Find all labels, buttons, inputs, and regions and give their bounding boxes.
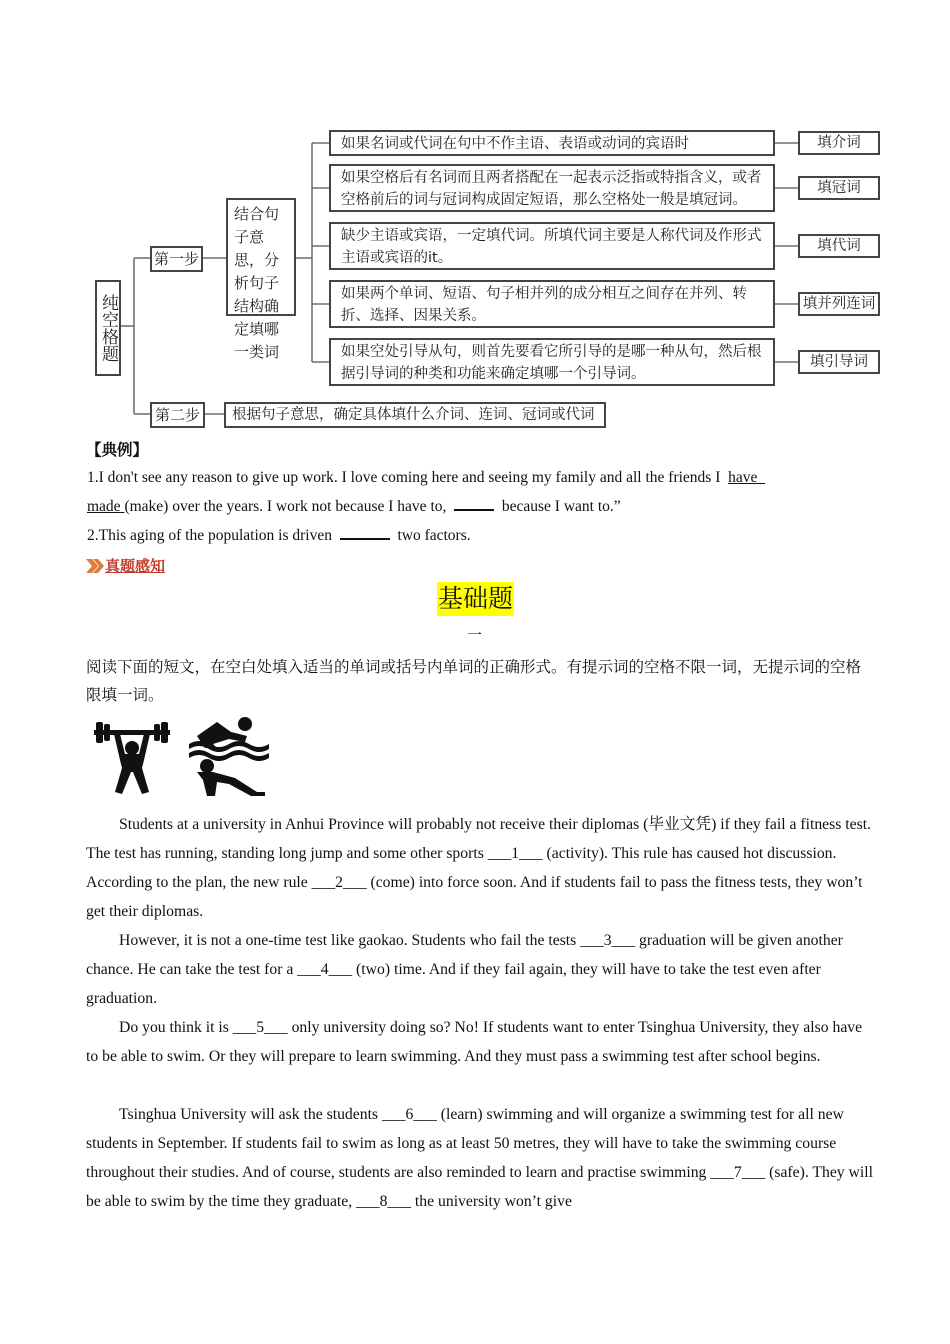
- rule-box-5: [329, 338, 775, 386]
- rule-box-3: [329, 222, 775, 270]
- result-2: 填冠词: [817, 180, 861, 196]
- example-1-answer-a: have: [728, 469, 758, 486]
- step2-box: [150, 402, 205, 428]
- rule-4-text: 如果两个单词、短语、句子相并列的成分相互之间存在并列、转折、选择、因果关系。: [341, 286, 747, 324]
- result-box-1: [798, 131, 880, 155]
- rule-5-text: 如果空处引导从句，则首先要看它所引导的是哪一种从句，然后根据引导词的种类和功能来确定填哪一个引导词。: [341, 344, 762, 382]
- rule-1-text: 如果名词或代词在句中不作主语、表语或动词的宾语时: [341, 136, 689, 152]
- example-2-text-b: two factors.: [397, 527, 471, 544]
- rule-box-1: [329, 130, 775, 156]
- result-4: 填并列连词: [802, 296, 876, 312]
- step1-desc-box: [226, 198, 296, 361]
- basic-title: [437, 582, 514, 616]
- result-5: 填引导词: [810, 354, 868, 370]
- step1-desc: 结合句子意思，分析句子结构确定填哪一类词: [234, 205, 280, 361]
- result-box-3: [798, 234, 880, 258]
- example-1-answer-b: made: [87, 498, 121, 515]
- passage-paragraph-2: However, it is not a one-time test like gaokao. Students who fail the tests ___3___ graduation will be given another chance. He can take the test for a ___4___ (two) time. And if they fail again, they will have to take the test even after graduation.: [86, 932, 843, 1007]
- examples-heading: 【典例】: [86, 441, 149, 459]
- example-1-text-b: (make) over the years. I work not because I have to,: [124, 498, 447, 515]
- step2-label: 第二步: [154, 406, 200, 424]
- double-chevron-icon: [86, 558, 104, 574]
- rule-box-4: [329, 280, 775, 328]
- step2-desc: 根据句子意思，确定具体填什么介词、连词、冠词或代词: [232, 407, 595, 423]
- section-link[interactable]: [86, 555, 165, 576]
- step1-box: [150, 246, 203, 272]
- section-number: 一: [467, 626, 483, 644]
- passage-paragraph-1: Students at a university in Anhui Province will probably not receive their diplomas (毕业文凭) if they fail a fitness test. The test has running, standing long jump and some other sports ___1___ (activity). This rule has caused hot discussion. According to the plan, the new rule ___2___ (come) into force soon. And if students fail to pass the fitness tests, they won’t get their diplomas.: [86, 816, 871, 920]
- rule-2-text: 如果空格后有名词而且两者搭配在一起表示泛指或特指含义，或者空格前后的词与冠词构成固定短语，那么空格处一般是填冠词。: [341, 170, 762, 208]
- result-box-2: [798, 176, 880, 200]
- rule-3-text: 缺少主语或宾语，一定填代词。所填代词主要是人称代词及作形式主语或宾语的it。: [341, 228, 762, 266]
- step2-desc-box: [224, 402, 606, 428]
- example-2-text-a: 2.This aging of the population is driven: [87, 527, 332, 544]
- result-box-5: [798, 350, 880, 374]
- instructions: 阅读下面的短文，在空白处填入适当的单词或括号内单词的正确形式。有提示词的空格不限一词，无提示词的空格限填一词。: [86, 658, 862, 704]
- section-link-label[interactable]: 真题感知: [105, 557, 166, 575]
- step1-label: 第一步: [153, 250, 199, 268]
- example-1-text-a: 1.I don't see any reason to give up work. I love coming here and seeing my family and all the friends I: [87, 469, 721, 486]
- example-1: [87, 463, 877, 521]
- example-1-blank[interactable]: [454, 494, 494, 511]
- passage-paragraph-3: Do you think it is ___5___ only university doing so? No! If students want to enter Tsinghua University, they also have to be able to swim. Or they will prepare to learn swimming. And they must pass a swimming test after school begins.: [86, 1019, 863, 1065]
- result-box-4: [798, 292, 880, 316]
- weightlifting-icon: [92, 716, 172, 796]
- result-1: 填介词: [817, 135, 861, 151]
- example-1-text-c: because I want to.”: [501, 498, 621, 515]
- rule-box-2: [329, 164, 775, 212]
- example-2-blank[interactable]: [340, 523, 390, 540]
- passage-paragraph-4: Tsinghua University will ask the students ___6___ (learn) swimming and will organize a swimming test for all new students in September. If students fail to swim as long as at least 50 metres, they will have to take the swimming course throughout their studies. And of course, students are also reminded to learn and practise swimming ___7___ (safe). They will be able to swim by the time they graduate, ___8___ the university won’t give: [86, 1106, 873, 1210]
- swimming-icon: [187, 714, 271, 798]
- diagram-root: [95, 280, 121, 376]
- basic-title-text: 基础题: [438, 584, 514, 613]
- root-label: 纯空格题: [98, 294, 118, 362]
- example-2: [87, 521, 877, 550]
- result-3: 填代词: [817, 238, 861, 254]
